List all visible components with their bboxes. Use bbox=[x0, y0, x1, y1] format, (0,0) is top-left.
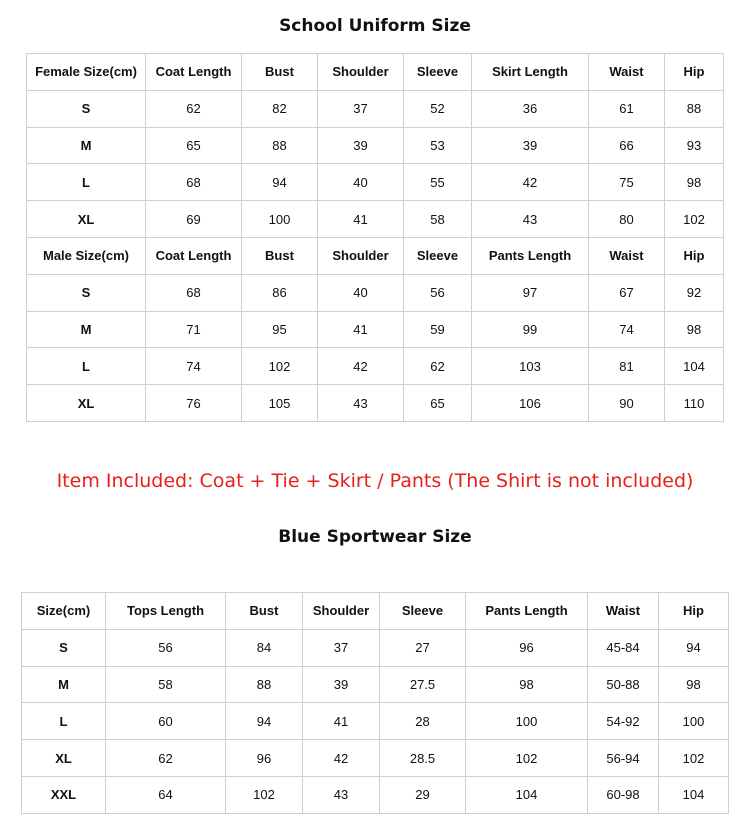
table-row bbox=[27, 385, 724, 422]
column-header: Hip bbox=[659, 593, 729, 630]
measurement-cell: 106 bbox=[472, 385, 589, 422]
uniform-size-title: School Uniform Size bbox=[279, 16, 471, 36]
measurement-cell: 102 bbox=[242, 348, 318, 385]
measurement-cell: 97 bbox=[472, 274, 589, 311]
column-header: Female Size(cm) bbox=[27, 54, 146, 91]
measurement-cell: 43 bbox=[303, 776, 380, 813]
measurement-cell: 102 bbox=[466, 740, 588, 777]
column-header: Bust bbox=[226, 593, 303, 630]
measurement-cell: 61 bbox=[589, 90, 665, 127]
measurement-cell: 42 bbox=[303, 740, 380, 777]
column-header: Hip bbox=[665, 54, 724, 91]
measurement-cell: 98 bbox=[665, 311, 724, 348]
measurement-cell: 93 bbox=[665, 127, 724, 164]
measurement-cell: 86 bbox=[242, 274, 318, 311]
measurement-cell: 104 bbox=[665, 348, 724, 385]
measurement-cell: 45-84 bbox=[588, 629, 659, 666]
measurement-cell: 98 bbox=[665, 164, 724, 201]
measurement-cell: 40 bbox=[318, 274, 404, 311]
measurement-cell: 54-92 bbox=[588, 703, 659, 740]
size-cell: S bbox=[27, 90, 146, 127]
measurement-cell: 76 bbox=[146, 385, 242, 422]
measurement-cell: 100 bbox=[466, 703, 588, 740]
column-header: Coat Length bbox=[146, 237, 242, 274]
measurement-cell: 74 bbox=[146, 348, 242, 385]
measurement-cell: 62 bbox=[146, 90, 242, 127]
measurement-cell: 27.5 bbox=[380, 666, 466, 703]
measurement-cell: 96 bbox=[466, 629, 588, 666]
size-cell: L bbox=[22, 703, 106, 740]
measurement-cell: 27 bbox=[380, 629, 466, 666]
measurement-cell: 100 bbox=[659, 703, 729, 740]
measurement-cell: 62 bbox=[404, 348, 472, 385]
measurement-cell: 99 bbox=[472, 311, 589, 348]
measurement-cell: 88 bbox=[226, 666, 303, 703]
table-row bbox=[27, 90, 724, 127]
measurement-cell: 40 bbox=[318, 164, 404, 201]
size-cell: L bbox=[27, 164, 146, 201]
uniform-size-table bbox=[26, 53, 724, 422]
column-header: Coat Length bbox=[146, 54, 242, 91]
measurement-cell: 94 bbox=[226, 703, 303, 740]
column-header: Size(cm) bbox=[22, 593, 106, 630]
column-header: Tops Length bbox=[106, 593, 226, 630]
measurement-cell: 41 bbox=[318, 311, 404, 348]
column-header: Sleeve bbox=[404, 237, 472, 274]
measurement-cell: 92 bbox=[665, 274, 724, 311]
column-header: Shoulder bbox=[318, 54, 404, 91]
column-header: Waist bbox=[589, 54, 665, 91]
sportwear-size-table bbox=[21, 592, 729, 814]
measurement-cell: 42 bbox=[318, 348, 404, 385]
column-header: Pants Length bbox=[466, 593, 588, 630]
measurement-cell: 36 bbox=[472, 90, 589, 127]
measurement-cell: 104 bbox=[466, 776, 588, 813]
size-cell: S bbox=[27, 274, 146, 311]
column-header: Hip bbox=[665, 237, 724, 274]
measurement-cell: 84 bbox=[226, 629, 303, 666]
measurement-cell: 94 bbox=[659, 629, 729, 666]
measurement-cell: 71 bbox=[146, 311, 242, 348]
measurement-cell: 74 bbox=[589, 311, 665, 348]
measurement-cell: 82 bbox=[242, 90, 318, 127]
table-row bbox=[27, 164, 724, 201]
measurement-cell: 39 bbox=[318, 127, 404, 164]
size-cell: XXL bbox=[22, 776, 106, 813]
measurement-cell: 56 bbox=[404, 274, 472, 311]
measurement-cell: 50-88 bbox=[588, 666, 659, 703]
included-items-note: Item Included: Coat + Tie + Skirt / Pants (The Shirt is not included) bbox=[56, 470, 694, 492]
measurement-cell: 88 bbox=[242, 127, 318, 164]
measurement-cell: 55 bbox=[404, 164, 472, 201]
measurement-cell: 66 bbox=[589, 127, 665, 164]
measurement-cell: 98 bbox=[466, 666, 588, 703]
measurement-cell: 100 bbox=[242, 201, 318, 238]
measurement-cell: 39 bbox=[472, 127, 589, 164]
measurement-cell: 102 bbox=[665, 201, 724, 238]
measurement-cell: 105 bbox=[242, 385, 318, 422]
column-header: Male Size(cm) bbox=[27, 237, 146, 274]
table-header-row bbox=[22, 593, 729, 630]
column-header: Pants Length bbox=[472, 237, 589, 274]
column-header: Sleeve bbox=[380, 593, 466, 630]
measurement-cell: 42 bbox=[472, 164, 589, 201]
measurement-cell: 28 bbox=[380, 703, 466, 740]
measurement-cell: 68 bbox=[146, 164, 242, 201]
table-row bbox=[22, 629, 729, 666]
measurement-cell: 80 bbox=[589, 201, 665, 238]
column-header: Sleeve bbox=[404, 54, 472, 91]
size-cell: S bbox=[22, 629, 106, 666]
measurement-cell: 104 bbox=[659, 776, 729, 813]
table-header-row bbox=[27, 54, 724, 91]
measurement-cell: 102 bbox=[226, 776, 303, 813]
measurement-cell: 65 bbox=[146, 127, 242, 164]
table-row bbox=[22, 776, 729, 813]
size-cell: L bbox=[27, 348, 146, 385]
measurement-cell: 98 bbox=[659, 666, 729, 703]
measurement-cell: 39 bbox=[303, 666, 380, 703]
measurement-cell: 94 bbox=[242, 164, 318, 201]
column-header: Shoulder bbox=[318, 237, 404, 274]
measurement-cell: 53 bbox=[404, 127, 472, 164]
measurement-cell: 29 bbox=[380, 776, 466, 813]
table-row bbox=[22, 740, 729, 777]
measurement-cell: 110 bbox=[665, 385, 724, 422]
measurement-cell: 59 bbox=[404, 311, 472, 348]
measurement-cell: 90 bbox=[589, 385, 665, 422]
size-cell: M bbox=[27, 311, 146, 348]
table-row bbox=[22, 666, 729, 703]
size-cell: XL bbox=[27, 201, 146, 238]
measurement-cell: 62 bbox=[106, 740, 226, 777]
size-cell: M bbox=[27, 127, 146, 164]
column-header: Bust bbox=[242, 237, 318, 274]
size-cell: M bbox=[22, 666, 106, 703]
table-row bbox=[27, 348, 724, 385]
measurement-cell: 102 bbox=[659, 740, 729, 777]
table-row bbox=[27, 274, 724, 311]
table-row bbox=[27, 127, 724, 164]
measurement-cell: 60-98 bbox=[588, 776, 659, 813]
measurement-cell: 68 bbox=[146, 274, 242, 311]
measurement-cell: 60 bbox=[106, 703, 226, 740]
measurement-cell: 37 bbox=[318, 90, 404, 127]
measurement-cell: 56-94 bbox=[588, 740, 659, 777]
measurement-cell: 43 bbox=[318, 385, 404, 422]
measurement-cell: 41 bbox=[303, 703, 380, 740]
sportwear-size-title: Blue Sportwear Size bbox=[278, 527, 472, 547]
measurement-cell: 75 bbox=[589, 164, 665, 201]
table-row bbox=[22, 703, 729, 740]
measurement-cell: 28.5 bbox=[380, 740, 466, 777]
measurement-cell: 69 bbox=[146, 201, 242, 238]
column-header: Waist bbox=[588, 593, 659, 630]
measurement-cell: 96 bbox=[226, 740, 303, 777]
table-header-row bbox=[27, 237, 724, 274]
measurement-cell: 58 bbox=[404, 201, 472, 238]
measurement-cell: 88 bbox=[665, 90, 724, 127]
column-header: Waist bbox=[589, 237, 665, 274]
column-header: Skirt Length bbox=[472, 54, 589, 91]
measurement-cell: 56 bbox=[106, 629, 226, 666]
measurement-cell: 103 bbox=[472, 348, 589, 385]
column-header: Shoulder bbox=[303, 593, 380, 630]
measurement-cell: 41 bbox=[318, 201, 404, 238]
measurement-cell: 65 bbox=[404, 385, 472, 422]
measurement-cell: 58 bbox=[106, 666, 226, 703]
measurement-cell: 67 bbox=[589, 274, 665, 311]
measurement-cell: 81 bbox=[589, 348, 665, 385]
size-cell: XL bbox=[22, 740, 106, 777]
column-header: Bust bbox=[242, 54, 318, 91]
measurement-cell: 52 bbox=[404, 90, 472, 127]
measurement-cell: 64 bbox=[106, 776, 226, 813]
measurement-cell: 43 bbox=[472, 201, 589, 238]
measurement-cell: 37 bbox=[303, 629, 380, 666]
measurement-cell: 95 bbox=[242, 311, 318, 348]
table-row bbox=[27, 201, 724, 238]
size-cell: XL bbox=[27, 385, 146, 422]
table-row bbox=[27, 311, 724, 348]
